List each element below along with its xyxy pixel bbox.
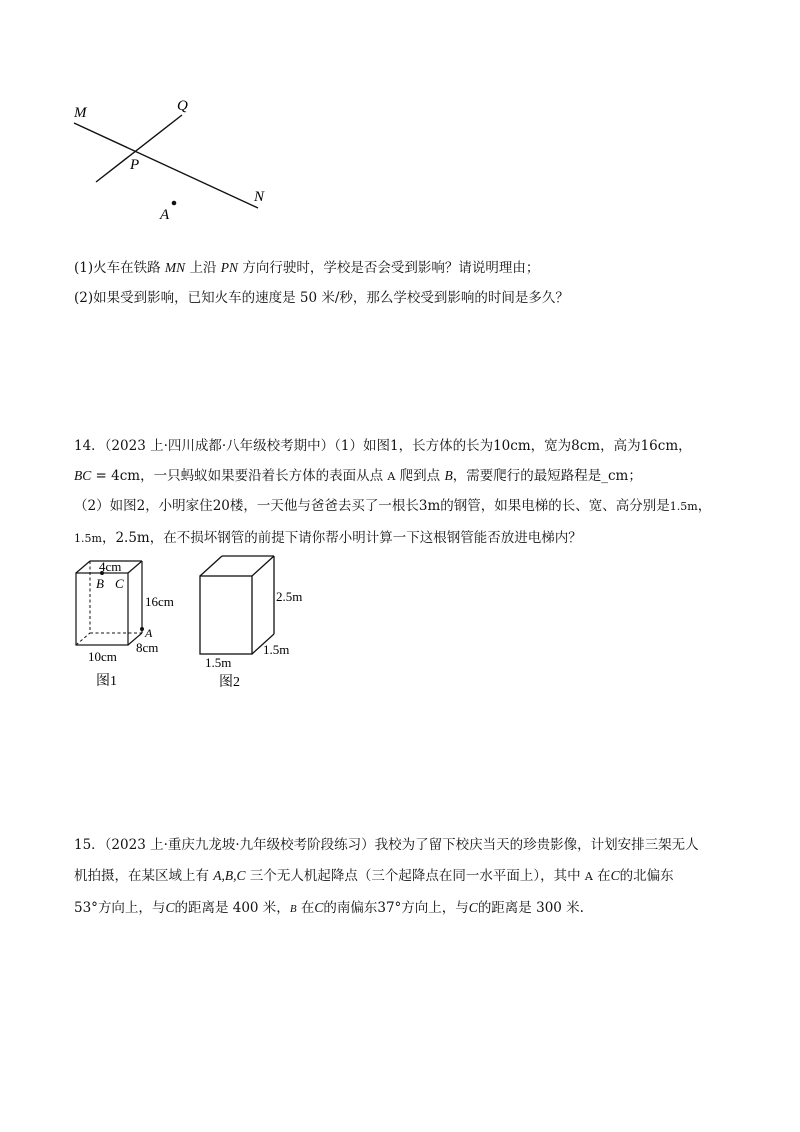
point-c: C bbox=[610, 868, 620, 883]
height-value: 16cm bbox=[640, 438, 679, 454]
text: 楼，一天他与爸爸去买了一根长 bbox=[229, 498, 419, 514]
label-a: A bbox=[160, 207, 170, 223]
text: ，需要爬行的最短路程是 bbox=[452, 468, 602, 484]
q14-line-3 bbox=[74, 497, 711, 516]
point-b: B bbox=[444, 468, 453, 483]
text: （2）如图 bbox=[74, 498, 137, 514]
fig2-height-label: 2.5m bbox=[276, 589, 303, 604]
angle-53: 53° bbox=[74, 900, 98, 916]
q13-item-1-text-post: 方向行驶时，学校是否会受到影响？请说明理由； bbox=[238, 260, 540, 276]
label-p: P bbox=[130, 157, 140, 173]
point-c: C bbox=[468, 900, 478, 915]
fig1-depth-label: 8cm bbox=[136, 640, 159, 655]
fig1-label-a: A bbox=[145, 626, 153, 640]
text: 机拍摄，在某区域上有 bbox=[74, 868, 214, 884]
q13-item-2: (2)如果受到影响，已知火车的速度是 50 米/秒，那么学校受到影响的时间是多久？ bbox=[74, 290, 569, 306]
text: ，宽为 bbox=[530, 438, 572, 454]
q15-line-3 bbox=[74, 899, 584, 918]
point-a-dot bbox=[140, 627, 144, 631]
text: 的距离是 400 米， bbox=[174, 900, 290, 916]
text: ，在不损坏钢管的前提下请你帮小明计算一下这根钢管能否放进电梯内？ bbox=[149, 530, 582, 546]
q14-header: 14．（2023 上·四川成都·八年级校考期中）（1）如图 bbox=[74, 438, 390, 454]
figure-1-cuboid bbox=[62, 555, 197, 695]
fig1-label-c: C bbox=[115, 576, 124, 591]
q13-item-1 bbox=[74, 259, 539, 277]
var-bc: BC bbox=[74, 468, 92, 483]
point-b: B bbox=[289, 903, 297, 915]
var-abc: A,B,C bbox=[213, 868, 246, 883]
point-a: A bbox=[387, 470, 396, 483]
q14-line-4 bbox=[74, 529, 582, 548]
point-a-dot bbox=[172, 201, 177, 206]
text: 方向上，与 bbox=[97, 900, 166, 916]
floor-value: 20 bbox=[212, 498, 230, 514]
text: ，长方体的长为 bbox=[398, 438, 494, 454]
elevator-length: 1.5m bbox=[669, 500, 698, 513]
text: 的南偏东 bbox=[323, 900, 378, 916]
text: ，高为 bbox=[600, 438, 641, 454]
box2-front-face bbox=[200, 576, 252, 654]
text: 三个无人机起降点（三个起降点在同一水平面上），其中 bbox=[245, 868, 585, 884]
label-m: M bbox=[74, 105, 87, 121]
fig1-length-label: 10cm bbox=[88, 649, 117, 664]
pipe-length: 3m bbox=[418, 498, 441, 514]
fig2-depth-label: 1.5m bbox=[263, 642, 290, 657]
q14-line-1 bbox=[74, 437, 692, 455]
fig2-width-label: 1.5m bbox=[205, 655, 232, 670]
text: ，小明家住 bbox=[145, 498, 213, 514]
text: 的距离是 300 米. bbox=[477, 900, 584, 916]
text: 爬到点 bbox=[395, 468, 445, 484]
width-value: 8cm bbox=[571, 438, 601, 454]
box2-edge bbox=[200, 556, 222, 576]
text: 方向上，与 bbox=[401, 900, 469, 916]
fig1-height-label: 16cm bbox=[145, 594, 174, 609]
bc-value: = 4cm bbox=[91, 468, 141, 484]
text: ， bbox=[697, 498, 712, 514]
q13-item-1-text-mid: 上沿 bbox=[185, 260, 221, 276]
q15-line-1: 15．（2023 上·重庆九龙坡·九年级校考阶段练习）我校为了留下校庆当天的珍贵影像，计划安排三架无人 bbox=[74, 837, 699, 853]
var-pn: PN bbox=[220, 260, 239, 275]
text: 的北偏东 bbox=[619, 868, 674, 884]
text: 在 bbox=[296, 900, 315, 916]
text: ； bbox=[628, 468, 642, 484]
angle-37: 37° bbox=[377, 900, 402, 916]
var-mn: MN bbox=[164, 260, 186, 275]
text: ， bbox=[678, 438, 692, 454]
text: 的钢管，如果电梯的长、宽、高分别是 bbox=[440, 498, 670, 514]
fig1-caption: 图1 bbox=[96, 674, 117, 689]
fig-ref-1: 1 bbox=[390, 438, 399, 454]
fig1-label-b: B bbox=[96, 576, 104, 591]
text: 在 bbox=[592, 868, 611, 884]
fig2-caption: 图2 bbox=[219, 675, 240, 690]
length-value: 10cm bbox=[493, 438, 531, 454]
cuboid1-edge bbox=[128, 561, 142, 573]
point-c: C bbox=[165, 900, 175, 915]
text: ， bbox=[101, 530, 116, 546]
fig-ref-2: 2 bbox=[136, 498, 146, 514]
lines-figure bbox=[60, 90, 290, 230]
text: ，一只蚂蚁如果要沿着长方体的表面从点 bbox=[140, 468, 388, 484]
label-n: N bbox=[254, 189, 265, 205]
q13-item-1-text: (1)火车在铁路 bbox=[74, 260, 165, 276]
q14-line-2 bbox=[74, 467, 642, 486]
cuboid1-edge bbox=[76, 561, 90, 573]
label-q: Q bbox=[177, 98, 188, 114]
line-mn bbox=[74, 123, 258, 208]
answer-blank: _ bbox=[601, 468, 608, 484]
elevator-width: 1.5m bbox=[74, 532, 102, 545]
q15-line-2 bbox=[74, 867, 674, 886]
fig1-top-label: 4cm bbox=[99, 559, 122, 574]
unit-cm: cm bbox=[607, 468, 629, 484]
point-c: C bbox=[314, 900, 324, 915]
elevator-height: 2.5m bbox=[115, 530, 150, 546]
box2-edge bbox=[252, 556, 274, 576]
cuboid1-hidden-edge bbox=[76, 633, 90, 645]
figure-2-elevator bbox=[185, 550, 310, 695]
point-a: A bbox=[584, 870, 593, 883]
